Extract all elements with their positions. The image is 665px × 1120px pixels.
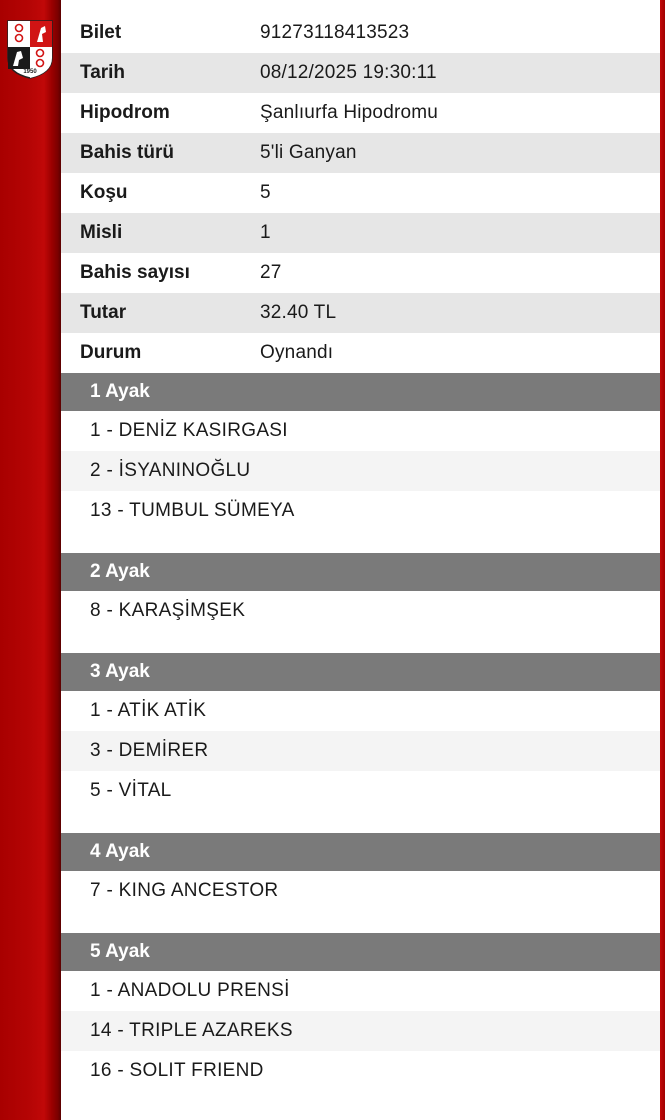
horse-row: 3 - DEMİRER — [61, 731, 660, 771]
left-red-bar — [0, 0, 61, 1120]
info-label: Durum — [80, 342, 142, 363]
info-label: Tarih — [80, 62, 126, 83]
info-row-bahis-turu — [61, 133, 660, 173]
leg-section-3 — [61, 653, 660, 833]
info-label: Bahis türü — [80, 142, 174, 163]
horse-row: 8 - KARAŞİMŞEK — [90, 600, 246, 621]
info-label: Tutar — [80, 302, 127, 323]
info-value: 1 — [260, 222, 271, 243]
info-value: 32.40 TL — [260, 302, 337, 323]
horse-row: 1 - ANADOLU PRENSİ — [90, 980, 290, 1001]
horse-row: 5 - VİTAL — [90, 780, 172, 801]
leg-header: 2 Ayak — [61, 553, 660, 591]
info-value: Oynandı — [260, 342, 334, 363]
leg-section-2 — [61, 553, 660, 653]
horse-row: 7 - KING ANCESTOR — [90, 880, 279, 901]
horse-row: 1 - ATİK ATİK — [90, 700, 207, 721]
info-value: Şanlıurfa Hipodromu — [260, 102, 439, 123]
leg-spacer — [61, 911, 660, 933]
horse-row: 16 - SOLIT FRIEND — [90, 1060, 264, 1081]
horse-row: 2 - İSYANINOĞLU — [61, 451, 660, 491]
info-value: 91273118413523 — [260, 22, 410, 43]
jockey-club-shield-logo — [5, 18, 55, 80]
info-row-tutar — [61, 293, 660, 333]
right-red-bar — [660, 0, 665, 1120]
svg-text:1950: 1950 — [23, 69, 37, 75]
info-row-hipodrom — [61, 93, 660, 133]
horse-row: 1 - DENİZ KASIRGASI — [90, 420, 288, 441]
info-value: 08/12/2025 19:30:11 — [260, 62, 437, 83]
leg-header: 4 Ayak — [61, 833, 660, 871]
leg-header: 5 Ayak — [61, 933, 660, 971]
info-value: 5 — [260, 182, 271, 203]
ticket-info-table — [61, 13, 660, 373]
leg-header: 3 Ayak — [61, 653, 660, 691]
info-value: 27 — [260, 262, 282, 283]
info-label: Hipodrom — [80, 102, 170, 123]
ticket-detail — [61, 13, 660, 1091]
info-row-bilet — [61, 13, 660, 53]
leg-header: 1 Ayak — [61, 373, 660, 411]
leg-section-4 — [61, 833, 660, 933]
info-label: Bahis sayısı — [80, 262, 190, 283]
horse-row: 14 - TRIPLE AZAREKS — [61, 1011, 660, 1051]
leg-spacer — [61, 631, 660, 653]
leg-spacer — [61, 531, 660, 553]
leg-section-5 — [61, 933, 660, 1091]
leg-spacer — [61, 811, 660, 833]
horse-row: 13 - TUMBUL SÜMEYA — [90, 500, 295, 521]
leg-section-1 — [61, 373, 660, 553]
info-value: 5'li Ganyan — [260, 142, 357, 163]
info-row-bahis-sayisi — [61, 253, 660, 293]
info-row-tarih — [61, 53, 660, 93]
info-label: Koşu — [80, 182, 128, 203]
info-label: Misli — [80, 222, 123, 243]
info-label: Bilet — [80, 22, 122, 43]
info-row-durum — [61, 333, 660, 373]
info-row-misli — [61, 213, 660, 253]
info-row-kosu — [61, 173, 660, 213]
